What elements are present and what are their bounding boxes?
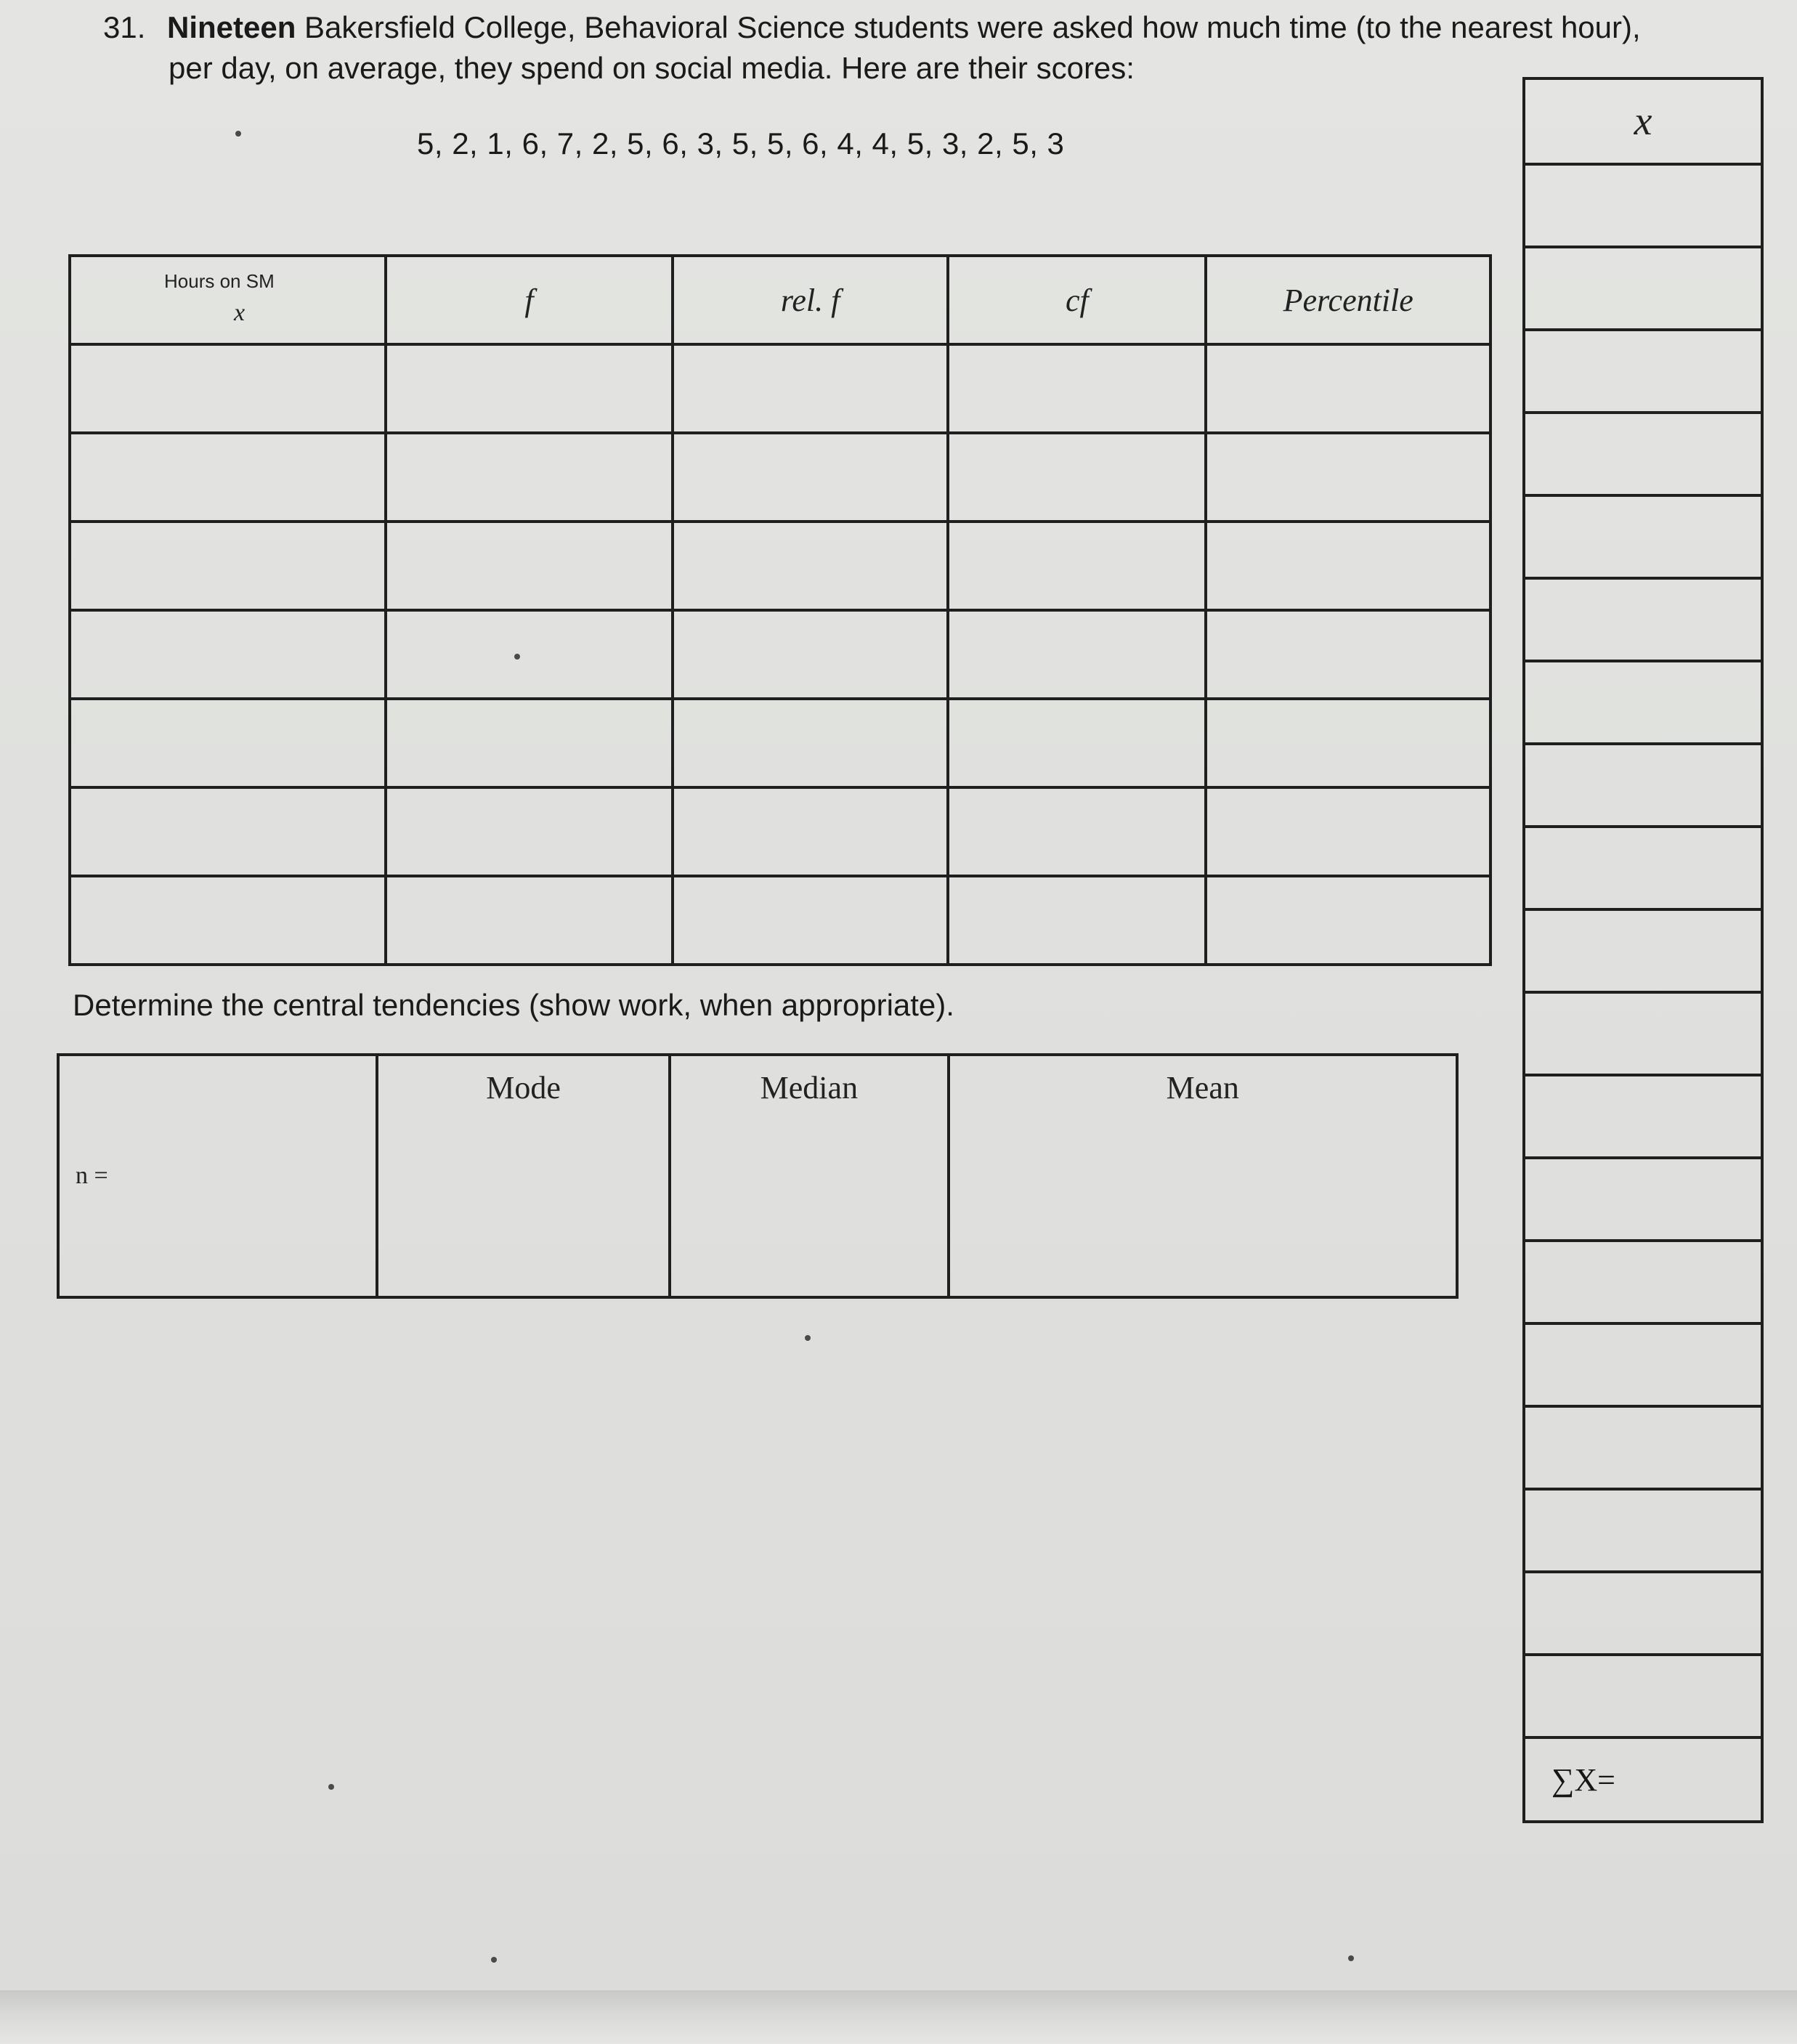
x-column-row: [1524, 495, 1762, 578]
mean-label: Mean: [1166, 1070, 1239, 1106]
cell-cf[interactable]: [948, 787, 1206, 876]
mode-label: Mode: [486, 1070, 561, 1106]
central-tendency-table: [57, 1053, 1459, 1299]
header-percentile: Percentile: [1206, 256, 1490, 344]
cell-rel-f[interactable]: [673, 699, 948, 787]
question-text: [103, 7, 1759, 89]
x-column-row: [1524, 992, 1762, 1075]
x-column-row: [1524, 247, 1762, 330]
x-column-row: [1524, 1323, 1762, 1406]
median-label: Median: [760, 1070, 859, 1106]
question-bold-word: Nineteen: [167, 10, 296, 44]
cell-percentile[interactable]: [1206, 344, 1490, 433]
frequency-row: [70, 610, 1490, 699]
x-value-cell[interactable]: [1524, 413, 1762, 495]
cell-f[interactable]: [386, 787, 673, 876]
x-column-header: x: [1524, 78, 1762, 164]
x-column-row: [1524, 1241, 1762, 1323]
header-hours-label: Hours on SM: [164, 270, 275, 292]
x-column-table: [1522, 77, 1764, 1823]
cell-cf[interactable]: [948, 344, 1206, 433]
frequency-table: [68, 254, 1492, 966]
cell-f[interactable]: [386, 433, 673, 522]
n-cell[interactable]: [58, 1055, 377, 1297]
cell-hours[interactable]: [70, 344, 386, 433]
header-f: f: [386, 256, 673, 344]
cell-percentile[interactable]: [1206, 433, 1490, 522]
x-value-cell[interactable]: [1524, 1489, 1762, 1572]
x-value-cell[interactable]: [1524, 827, 1762, 909]
x-value-cell[interactable]: [1524, 1572, 1762, 1655]
x-column-row: [1524, 827, 1762, 909]
x-value-cell[interactable]: [1524, 1241, 1762, 1323]
cell-rel-f[interactable]: [673, 344, 948, 433]
question-line1: Bakersfield College, Behavioral Science students were asked how much time (to the nearest hour),: [296, 10, 1641, 44]
x-column-row: [1524, 1489, 1762, 1572]
x-column-row: [1524, 744, 1762, 827]
frequency-row: [70, 522, 1490, 610]
paper-speck: [235, 131, 241, 137]
header-hours: [70, 256, 386, 344]
cell-f[interactable]: [386, 522, 673, 610]
cell-rel-f[interactable]: [673, 610, 948, 699]
cell-hours[interactable]: [70, 610, 386, 699]
median-cell[interactable]: [670, 1055, 948, 1297]
x-column-sum-row: [1524, 1737, 1762, 1822]
cell-cf[interactable]: [948, 876, 1206, 965]
x-column-header-row: [1524, 78, 1762, 164]
cell-percentile[interactable]: [1206, 876, 1490, 965]
paper-speck: [328, 1784, 334, 1790]
paper-speck: [491, 1957, 497, 1963]
x-column-row: [1524, 164, 1762, 247]
x-column-row: [1524, 1158, 1762, 1241]
x-value-cell[interactable]: [1524, 992, 1762, 1075]
x-column-row: [1524, 909, 1762, 992]
frequency-row: [70, 433, 1490, 522]
mode-cell[interactable]: [377, 1055, 670, 1297]
cell-percentile[interactable]: [1206, 522, 1490, 610]
central-tendency-row: [58, 1055, 1457, 1297]
frequency-header-row: [70, 256, 1490, 344]
x-column-row: [1524, 1655, 1762, 1737]
x-column-row: [1524, 578, 1762, 661]
cell-f[interactable]: [386, 699, 673, 787]
cell-f[interactable]: [386, 344, 673, 433]
x-value-cell[interactable]: [1524, 495, 1762, 578]
frequency-row: [70, 876, 1490, 965]
mean-cell[interactable]: [949, 1055, 1457, 1297]
cell-percentile[interactable]: [1206, 699, 1490, 787]
cell-cf[interactable]: [948, 610, 1206, 699]
x-column-row: [1524, 1075, 1762, 1158]
frequency-body: [70, 344, 1490, 965]
x-value-cell[interactable]: [1524, 1075, 1762, 1158]
paper-speck: [514, 654, 520, 660]
cell-f[interactable]: [386, 610, 673, 699]
x-value-cell[interactable]: [1524, 330, 1762, 413]
question-line2: per day, on average, they spend on social media. Here are their scores:: [169, 51, 1135, 85]
sum-x-cell[interactable]: ∑X=: [1524, 1737, 1762, 1822]
x-column-row: [1524, 1406, 1762, 1489]
cell-hours[interactable]: [70, 699, 386, 787]
frequency-row: [70, 344, 1490, 433]
question-number: 31.: [103, 10, 146, 44]
bottom-edge: [0, 1990, 1797, 2044]
scores-list: 5, 2, 1, 6, 7, 2, 5, 6, 3, 5, 5, 6, 4, 4, 5, 3, 2, 5, 3: [417, 126, 1065, 161]
x-value-cell[interactable]: [1524, 1406, 1762, 1489]
cell-cf[interactable]: [948, 699, 1206, 787]
frequency-row: [70, 787, 1490, 876]
instruction-text: Determine the central tendencies (show work, when appropriate).: [73, 988, 954, 1022]
n-label: n =: [76, 1162, 108, 1189]
x-value-cell[interactable]: [1524, 909, 1762, 992]
x-value-cell[interactable]: [1524, 578, 1762, 661]
x-column-row: [1524, 661, 1762, 744]
cell-hours[interactable]: [70, 433, 386, 522]
cell-hours[interactable]: [70, 787, 386, 876]
cell-rel-f[interactable]: [673, 522, 948, 610]
x-value-cell[interactable]: [1524, 1323, 1762, 1406]
header-rel-f: rel. f: [673, 256, 948, 344]
x-value-cell[interactable]: [1524, 1158, 1762, 1241]
x-value-cell[interactable]: [1524, 164, 1762, 247]
x-column-row: [1524, 413, 1762, 495]
x-column-body: [1524, 78, 1762, 1822]
header-cf: cf: [948, 256, 1206, 344]
x-value-cell[interactable]: [1524, 247, 1762, 330]
cell-percentile[interactable]: [1206, 787, 1490, 876]
cell-f[interactable]: [386, 876, 673, 965]
cell-cf[interactable]: [948, 522, 1206, 610]
x-column-row: [1524, 330, 1762, 413]
cell-rel-f[interactable]: [673, 876, 948, 965]
x-value-cell[interactable]: [1524, 661, 1762, 744]
frequency-row: [70, 699, 1490, 787]
cell-cf[interactable]: [948, 433, 1206, 522]
cell-percentile[interactable]: [1206, 610, 1490, 699]
paper-speck: [1348, 1955, 1354, 1961]
cell-hours[interactable]: [70, 876, 386, 965]
x-value-cell[interactable]: [1524, 1655, 1762, 1737]
cell-rel-f[interactable]: [673, 787, 948, 876]
header-hours-var: x: [234, 299, 246, 326]
paper-speck: [805, 1335, 811, 1341]
cell-hours[interactable]: [70, 522, 386, 610]
x-value-cell[interactable]: [1524, 744, 1762, 827]
cell-rel-f[interactable]: [673, 433, 948, 522]
x-column-row: [1524, 1572, 1762, 1655]
